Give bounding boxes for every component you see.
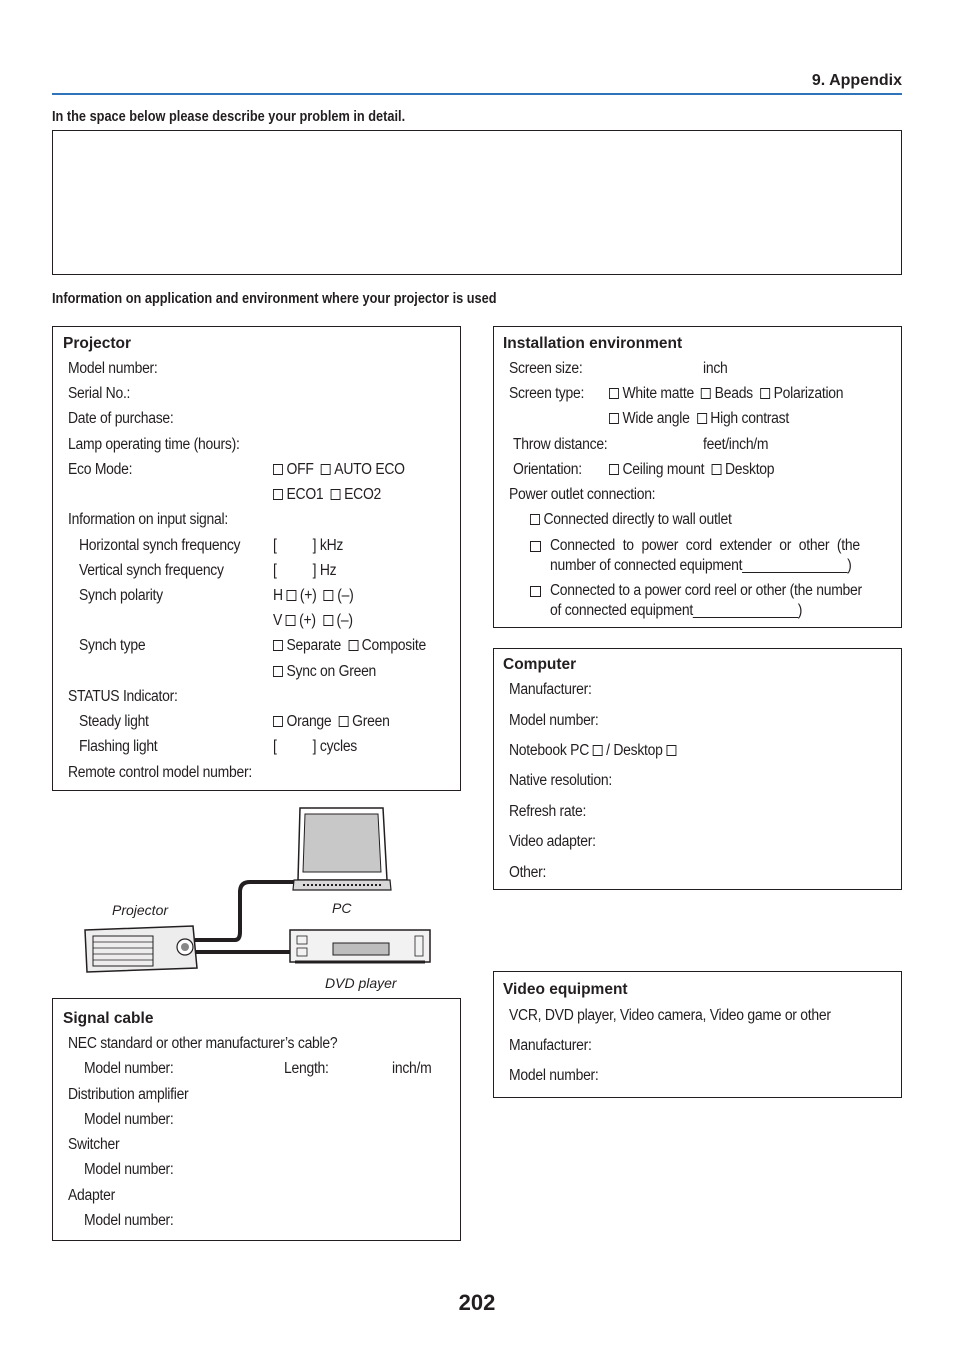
checkbox-eco2[interactable] (331, 489, 341, 500)
throw-distance-label: Throw distance: (513, 436, 608, 453)
computer-model-number: Model number: (509, 712, 599, 729)
diagram-label-dvd: DVD player (325, 975, 397, 991)
white-matte-label: White matte (622, 385, 694, 402)
sync-polarity-label: Synch polarity (79, 587, 163, 604)
signal-cable-title: Signal cable (63, 1010, 154, 1027)
green-label: Green (352, 713, 390, 730)
h-sync-value: [ ] kHz (273, 537, 344, 554)
composite-label: Composite (361, 637, 426, 654)
throw-distance-unit: feet/inch/m (703, 436, 769, 453)
h-plus-label: (+) (299, 587, 317, 604)
eco2-label: ECO2 (344, 486, 382, 503)
diagram-label-pc: PC (332, 900, 352, 916)
h-label: H (273, 587, 283, 604)
extender-line-2: number of connected equipment______________) (550, 557, 852, 574)
screen-type-label: Screen type: (509, 385, 585, 402)
eco-auto-label: AUTO ECO (334, 461, 405, 478)
projector-model-number: Model number: (68, 360, 158, 377)
v-label: V (273, 612, 283, 629)
screen-size-label: Screen size: (509, 360, 583, 377)
video-adapter-label: Video adapter: (509, 833, 596, 850)
checkbox-separate[interactable] (273, 640, 283, 651)
projector-eco-mode: Eco Mode: (68, 461, 133, 478)
cable-to-pc (195, 882, 295, 940)
checkbox-h-minus[interactable] (324, 590, 334, 601)
computer-other-label: Other: (509, 864, 547, 881)
header-rule (52, 93, 902, 95)
projector-title: Projector (63, 335, 132, 352)
checkbox-wide-angle[interactable] (609, 413, 619, 424)
video-manufacturer: Manufacturer: (509, 1037, 592, 1054)
screen-type-row-1 (609, 385, 843, 403)
sync-on-green-label: Sync on Green (286, 663, 377, 680)
cable-length-unit: inch/m (392, 1060, 432, 1077)
connection-diagram (75, 800, 445, 995)
v-minus-label: (–) (336, 612, 353, 629)
page-number: 202 (458, 1290, 496, 1315)
checkbox-wall-outlet[interactable] (530, 514, 540, 525)
v-sync-label: Vertical synch frequency (79, 562, 224, 579)
computer-manufacturer: Manufacturer: (509, 681, 592, 698)
video-equipment-title: Video equipment (503, 981, 628, 998)
high-contrast-label: High contrast (710, 410, 789, 427)
checkbox-desktop-orientation[interactable] (712, 464, 722, 475)
eco-off-label: OFF (286, 461, 314, 478)
checkbox-polarization[interactable] (760, 388, 770, 399)
checkbox-white-matte[interactable] (609, 388, 619, 399)
desktop-label: / Desktop (606, 742, 663, 759)
notebook-label: Notebook PC (509, 742, 590, 759)
projector-icon (85, 926, 197, 972)
checkbox-eco-auto[interactable] (321, 464, 331, 475)
nec-question: NEC standard or other manufacturer’s cable? (68, 1035, 338, 1052)
wall-outlet-label: Connected directly to wall outlet (543, 511, 732, 528)
checkbox-h-plus[interactable] (286, 590, 296, 601)
steady-light-row (273, 713, 390, 731)
adapter-label: Adapter (68, 1187, 115, 1204)
eco-row-2 (273, 486, 381, 504)
sync-type-label: Synch type (79, 637, 146, 654)
computer-type-row (509, 742, 680, 760)
sync-type-row-1 (273, 637, 426, 655)
reel-line-2: of connected equipment______________) (550, 602, 803, 619)
projector-date-of-purchase: Date of purchase: (68, 410, 174, 427)
section-title: 9. Appendix (811, 72, 902, 89)
native-resolution-label: Native resolution: (509, 772, 612, 789)
screen-type-row-2 (609, 410, 789, 428)
switcher-model: Model number: (84, 1161, 174, 1178)
sync-polarity-h-row (273, 587, 354, 605)
checkbox-beads[interactable] (701, 388, 711, 399)
video-model-number: Model number: (509, 1067, 599, 1084)
power-outlet-label: Power outlet connection: (509, 486, 656, 503)
video-equipment-types: VCR, DVD player, Video camera, Video game or other (509, 1007, 831, 1024)
laptop-icon (293, 808, 391, 890)
refresh-rate-label: Refresh rate: (509, 803, 587, 820)
orientation-label: Orientation: (513, 461, 582, 478)
orientation-row (609, 461, 774, 479)
checkbox-orange[interactable] (273, 716, 283, 727)
sync-type-row-2 (273, 663, 376, 681)
desktop-orientation-label: Desktop (725, 461, 775, 478)
eco1-label: ECO1 (286, 486, 324, 503)
h-minus-label: (–) (337, 587, 354, 604)
separate-label: Separate (286, 637, 341, 654)
projector-lamp-time: Lamp operating time (hours): (68, 436, 240, 453)
screen-size-unit: inch (703, 360, 728, 377)
dvd-player-icon (290, 930, 430, 962)
cable-model-number: Model number: (84, 1060, 174, 1077)
h-sync-label: Horizontal synch frequency (79, 537, 241, 554)
checkbox-eco-off[interactable] (273, 464, 283, 475)
orange-label: Orange (286, 713, 332, 730)
beads-label: Beads (714, 385, 753, 402)
checkbox-eco1[interactable] (273, 489, 283, 500)
extender-line-1: Connected to power cord extender or other (the (550, 537, 860, 554)
checkbox-ceiling-mount[interactable] (609, 464, 619, 475)
eco-row-1 (273, 461, 405, 479)
checkbox-green[interactable] (339, 716, 349, 727)
projector-serial-no: Serial No.: (68, 385, 131, 402)
environment-intro: Information on application and environment where your projector is used (52, 291, 497, 307)
v-plus-label: (+) (299, 612, 316, 629)
installation-title: Installation environment (503, 335, 683, 352)
checkbox-composite[interactable] (348, 640, 358, 651)
checkbox-reel[interactable] (530, 586, 541, 597)
checkbox-sync-on-green[interactable] (273, 666, 283, 677)
wide-angle-label: Wide angle (622, 410, 690, 427)
switcher-label: Switcher (68, 1136, 120, 1153)
adapter-model: Model number: (84, 1212, 174, 1229)
sync-polarity-v-row (273, 612, 353, 630)
cable-length-label: Length: (284, 1060, 329, 1077)
reel-line-1: Connected to a power cord reel or other (the number (550, 582, 862, 599)
steady-light-label: Steady light (79, 713, 149, 730)
ceiling-mount-label: Ceiling mount (622, 461, 705, 478)
problem-description-box[interactable] (52, 130, 902, 275)
checkbox-v-plus[interactable] (286, 615, 296, 626)
problem-intro: In the space below please describe your problem in detail. (52, 109, 406, 125)
checkbox-extender[interactable] (530, 541, 541, 552)
v-sync-value: [ ] Hz (273, 562, 337, 579)
distribution-amp-model: Model number: (84, 1111, 174, 1128)
checkbox-high-contrast[interactable] (697, 413, 707, 424)
diagram-label-projector: Projector (112, 902, 169, 918)
flashing-light-label: Flashing light (79, 738, 158, 755)
checkbox-notebook[interactable] (593, 745, 603, 756)
computer-title: Computer (503, 656, 577, 673)
checkbox-desktop-pc[interactable] (666, 745, 676, 756)
cycles-value: [ ] cycles (273, 738, 358, 755)
polarization-label: Polarization (773, 385, 844, 402)
wall-outlet-row (530, 511, 732, 529)
remote-model-label: Remote control model number: (68, 764, 252, 781)
status-indicator-label: STATUS Indicator: (68, 688, 178, 705)
checkbox-v-minus[interactable] (323, 615, 333, 626)
distribution-amp-label: Distribution amplifier (68, 1086, 189, 1103)
input-signal-label: Information on input signal: (68, 511, 228, 528)
